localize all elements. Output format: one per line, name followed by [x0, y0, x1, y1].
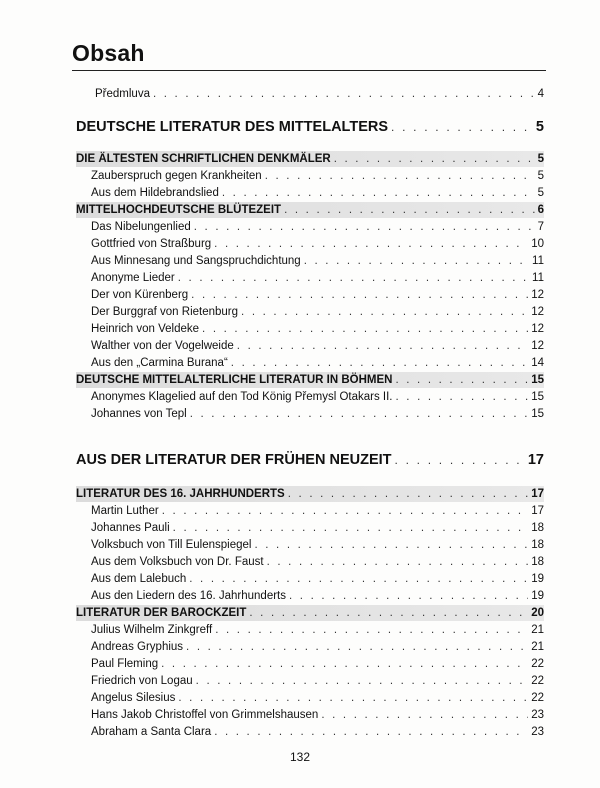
toc-part-label: DEUTSCHE LITERATUR DES MITTELALTERS	[76, 119, 389, 135]
toc-entry-page: 17	[531, 505, 544, 517]
toc-entry-label: Aus den „Carmina Burana“	[91, 357, 228, 369]
toc-entry-label: Paul Fleming	[91, 658, 159, 670]
toc-entry[interactable]	[91, 724, 544, 740]
toc-entry-label: Hans Jakob Christoffel von Grimmelshausen	[91, 709, 319, 721]
toc-leader-dots	[191, 287, 528, 303]
toc-part-page: 17	[527, 452, 544, 468]
toc-leader-dots	[231, 355, 528, 371]
toc-entry-page: 21	[531, 624, 544, 636]
toc-entry-label: Aus den Liedern des 16. Jahrhunderts	[91, 590, 286, 602]
toc-entry-label: Anonymes Klagelied auf den Tod König Přemysl Otakars II.	[91, 391, 393, 403]
toc-entry[interactable]	[91, 406, 544, 422]
toc-leader-dots	[237, 338, 528, 354]
toc-entry-page: 21	[531, 641, 544, 653]
toc-section[interactable]	[76, 486, 544, 502]
toc-entry[interactable]	[91, 321, 544, 337]
title-rule	[72, 70, 546, 71]
toc-leader-dots	[334, 151, 535, 167]
toc-leader-dots	[288, 486, 528, 502]
toc-entry[interactable]	[91, 690, 544, 706]
toc-leader-dots	[391, 116, 533, 138]
toc-section-page: 20	[531, 607, 544, 619]
toc-entry-page: 22	[531, 658, 544, 670]
toc-leader-dots	[153, 86, 535, 102]
toc-entry[interactable]	[91, 707, 544, 723]
toc-leader-dots	[396, 389, 529, 405]
toc-leader-dots	[189, 571, 528, 587]
page-title: Obsah	[72, 40, 145, 66]
toc-entry-page: 11	[532, 255, 544, 267]
toc-entry[interactable]	[91, 185, 544, 201]
toc-entry-label: Předmluva	[95, 88, 150, 100]
toc-leader-dots	[241, 304, 528, 320]
toc-leader-dots	[178, 690, 528, 706]
toc-leader-dots	[196, 673, 529, 689]
toc-section[interactable]	[76, 372, 544, 388]
toc-entry-page: 14	[531, 357, 544, 369]
toc-entry-page: 12	[531, 340, 544, 352]
toc-entry[interactable]	[91, 656, 544, 672]
toc-entry[interactable]	[91, 338, 544, 354]
toc-entry-label: Zauberspruch gegen Krankheiten	[91, 170, 262, 182]
toc-entry[interactable]	[91, 304, 544, 320]
toc-leader-dots	[304, 253, 529, 269]
toc-entry-label: Walther von der Vogelweide	[91, 340, 234, 352]
toc-leader-dots	[162, 503, 528, 519]
toc-entry-page: 5	[537, 187, 544, 199]
toc-entry-page: 19	[531, 573, 544, 585]
toc-entry[interactable]	[91, 287, 544, 303]
toc-leader-dots	[194, 219, 535, 235]
toc-section-page: 17	[531, 488, 544, 500]
toc-entry-page: 18	[531, 522, 544, 534]
toc-entry-page: 15	[531, 408, 544, 420]
toc-entry-page: 22	[531, 692, 544, 704]
toc-part-label: AUS DER LITERATUR DER FRÜHEN NEUZEIT	[76, 452, 392, 468]
toc-entry[interactable]	[91, 571, 544, 587]
toc-entry-label: Julius Wilhelm Zinkgreff	[91, 624, 213, 636]
toc-entry-page: 19	[531, 590, 544, 602]
toc-leader-dots	[265, 168, 535, 184]
toc-section[interactable]	[76, 151, 544, 167]
toc-entry-label: Aus Minnesang und Sangspruchdichtung	[91, 255, 301, 267]
toc-entry[interactable]	[91, 673, 544, 689]
toc-entry-label: Volksbuch von Till Eulenspiegel	[91, 539, 252, 551]
toc-entry[interactable]	[91, 236, 544, 252]
toc-entry-label: Anonyme Lieder	[91, 272, 175, 284]
toc-section-page: 15	[531, 374, 544, 386]
toc-section-page: 5	[537, 153, 544, 165]
toc-section-label: MITTELHOCHDEUTSCHE BLÜTEZEIT	[76, 204, 282, 216]
toc-entry[interactable]	[91, 389, 544, 405]
page-number: 132	[289, 750, 311, 764]
toc-entry-page: 23	[531, 709, 544, 721]
toc-entry-label: Aus dem Volksbuch von Dr. Faust	[91, 556, 264, 568]
toc-leader-dots	[321, 707, 528, 723]
toc-entry-label: Das Nibelungenlied	[91, 221, 191, 233]
toc-entry[interactable]	[91, 355, 544, 371]
toc-entry-page: 12	[531, 306, 544, 318]
toc-leader-dots	[214, 724, 528, 740]
toc-section[interactable]	[76, 605, 544, 621]
toc-part-page: 5	[535, 119, 544, 135]
toc-entry[interactable]	[91, 270, 544, 286]
toc-leader-dots	[395, 372, 528, 388]
toc-leader-dots	[190, 406, 529, 422]
toc-entry-label: Der von Kürenberg	[91, 289, 189, 301]
toc-leader-dots	[254, 537, 528, 553]
toc-part-2[interactable]	[76, 449, 544, 471]
toc-section-label: LITERATUR DER BAROCKZEIT	[76, 607, 247, 619]
toc-entry-label: Johannes von Tepl	[91, 408, 187, 420]
toc-section-page: 6	[537, 204, 544, 216]
toc-section-label: DEUTSCHE MITTELALTERLICHE LITERATUR IN BÖHMEN	[76, 374, 393, 386]
toc-entry[interactable]	[91, 520, 544, 536]
toc-leader-dots	[395, 449, 525, 471]
toc-entry[interactable]	[91, 639, 544, 655]
toc-entry-page: 5	[537, 170, 544, 182]
toc-section[interactable]	[76, 202, 544, 218]
toc-entry[interactable]	[91, 168, 544, 184]
toc-leader-dots	[267, 554, 529, 570]
toc-leader-dots	[214, 236, 528, 252]
toc-entry-page: 18	[531, 556, 544, 568]
toc-leader-dots	[161, 656, 528, 672]
toc-entry[interactable]	[91, 503, 544, 519]
toc-entry-page: 11	[532, 272, 544, 284]
toc-entry[interactable]	[91, 622, 544, 638]
toc-leader-dots	[289, 588, 528, 604]
toc-entry[interactable]	[91, 253, 544, 269]
toc-entry-label: Der Burggraf von Rietenburg	[91, 306, 239, 318]
toc-leader-dots	[178, 270, 529, 286]
toc-leader-dots	[186, 639, 528, 655]
toc-entry-page: 15	[531, 391, 544, 403]
toc-section-label: DIE ÄLTESTEN SCHRIFTLICHEN DENKMÄLER	[76, 153, 331, 165]
toc-entry-page: 18	[531, 539, 544, 551]
toc-leader-dots	[173, 520, 529, 536]
toc-leader-dots	[202, 321, 528, 337]
toc-entry-label: Angelus Silesius	[91, 692, 176, 704]
toc-entry-label: Abraham a Santa Clara	[91, 726, 212, 738]
toc-entry[interactable]	[91, 219, 544, 235]
toc-entry-page: 10	[531, 238, 544, 250]
toc-entry-page: 12	[531, 323, 544, 335]
toc-leader-dots	[222, 185, 535, 201]
toc-leader-dots	[284, 202, 535, 218]
toc-entry-page: 7	[537, 221, 544, 233]
toc-entry-label: Gottfried von Straßburg	[91, 238, 212, 250]
toc-leader-dots	[215, 622, 528, 638]
toc-entry[interactable]	[91, 554, 544, 570]
toc-entry-page: 23	[531, 726, 544, 738]
toc-part-1[interactable]	[76, 116, 544, 138]
toc-entry-label: Aus dem Lalebuch	[91, 573, 187, 585]
toc-entry-label: Friedrich von Logau	[91, 675, 193, 687]
toc-entry-label: Heinrich von Veldeke	[91, 323, 200, 335]
toc-entry-label: Aus dem Hildebrandslied	[91, 187, 219, 199]
toc-entry-label: Martin Luther	[91, 505, 159, 517]
toc-section-label: LITERATUR DES 16. JAHRHUNDERTS	[76, 488, 285, 500]
toc-entry[interactable]	[91, 588, 544, 604]
toc-entry-label: Andreas Gryphius	[91, 641, 184, 653]
toc-leader-dots	[249, 605, 528, 621]
toc-entry-page: 4	[537, 88, 544, 100]
toc-entry-label: Johannes Pauli	[91, 522, 170, 534]
toc-entry[interactable]	[91, 537, 544, 553]
toc-entry-page: 12	[531, 289, 544, 301]
toc-entry-page: 22	[531, 675, 544, 687]
toc-entry-preface[interactable]	[95, 86, 544, 102]
